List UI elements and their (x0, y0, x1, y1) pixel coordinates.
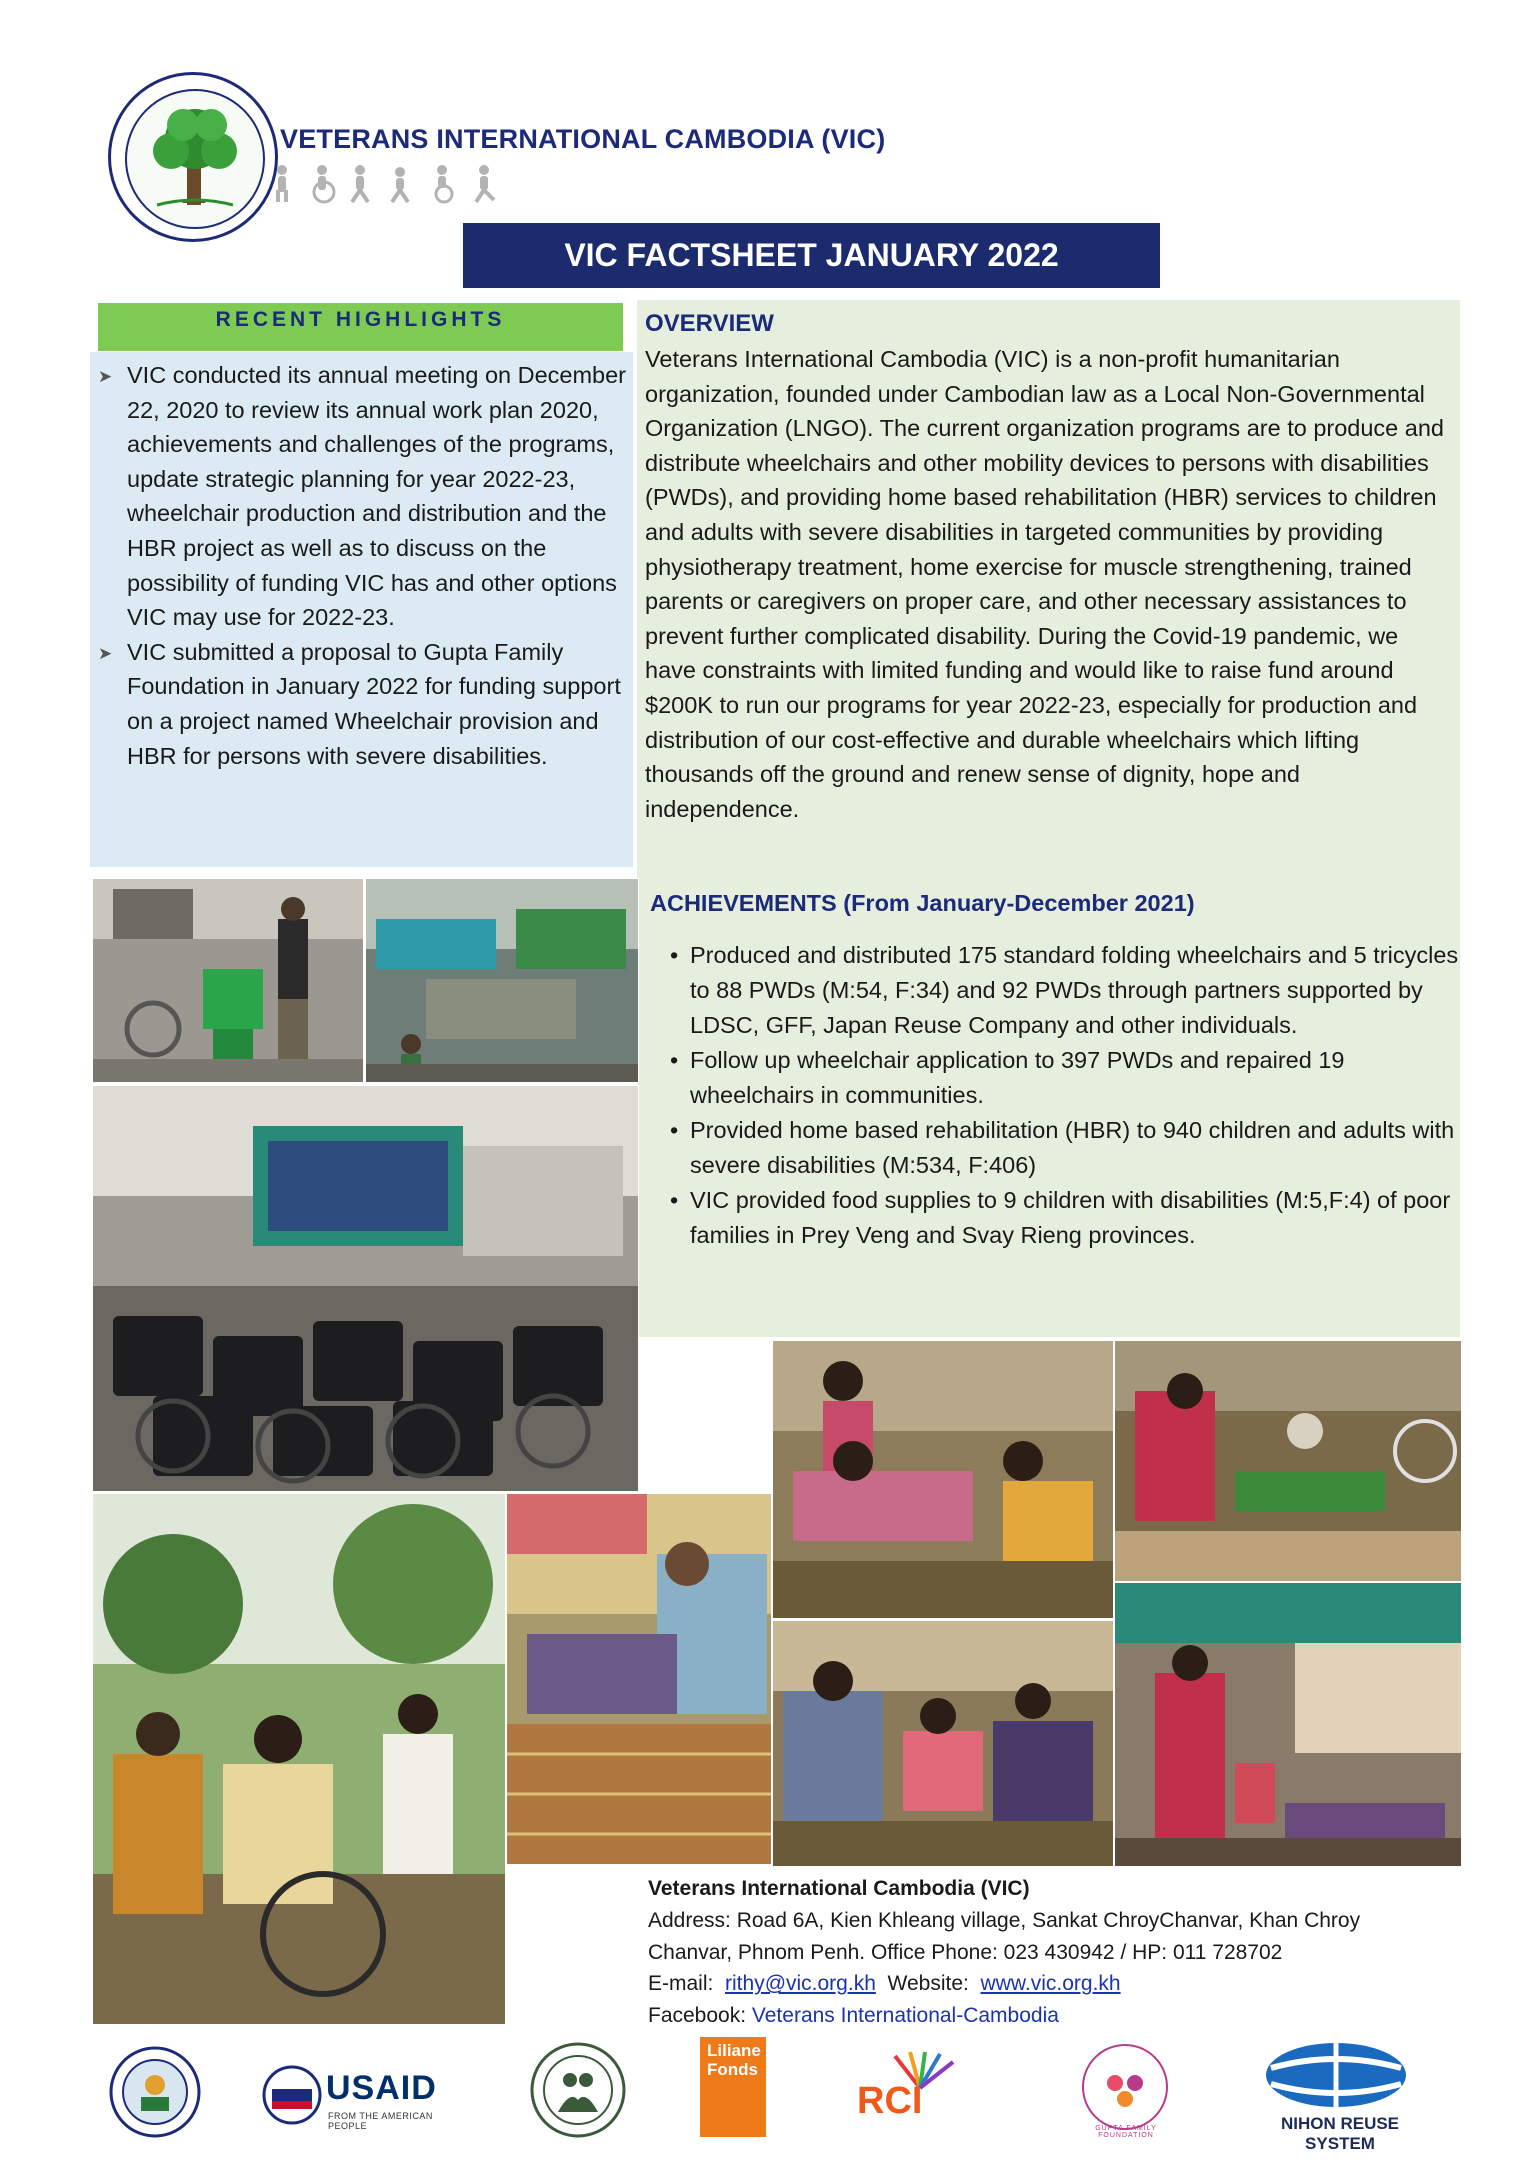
achievements-heading: ACHIEVEMENTS (From January-December 2021) (650, 890, 1195, 916)
facebook-label: Facebook: (648, 2004, 747, 2028)
wheelchairs-photo (92, 1085, 639, 1492)
list-item: • Provided home based rehabilitation (HBR) to 940 children and adults with severe disabilities (M:534, F:406) (670, 1113, 1460, 1183)
gupta-wordmark: GUPTA FAMILY FOUNDATION (1095, 2125, 1157, 2139)
website-label: Website: (887, 1972, 969, 1996)
nihon-reuse-globe-icon (1261, 2040, 1411, 2110)
website-link[interactable]: www.vic.org.kh (980, 1972, 1121, 1996)
family-visit-photo (772, 1340, 1114, 1619)
child-wheelchair-photo (92, 1493, 506, 2025)
highlights-list (90, 358, 632, 773)
contact-block (648, 1873, 1448, 2032)
list-item: • VIC provided food supplies to 9 children with disabilities (M:5,F:4) of poor families in Prey Veng and Svay Rieng provinces. (670, 1183, 1460, 1253)
list-item: • Produced and distributed 175 standard folding wheelchairs and 5 tricycles to 88 PWDs (M:54, F:34) and 92 PWDs through partners supported by LDSC, GFF, Japan Reuse Company and other individuals. (670, 938, 1460, 1043)
usaid-tagline: FROM THE AMERICAN PEOPLE (328, 2111, 433, 2131)
contact-facebook-row (648, 2000, 1448, 2032)
overview-heading: OVERVIEW (645, 310, 774, 337)
list-item: • Follow up wheelchair application to 397 PWDs and repaired 19 wheelchairs in communities. (670, 1043, 1460, 1113)
gupta-foundation-logo (1075, 2037, 1175, 2137)
email-link[interactable]: rithy@vic.org.kh (725, 1972, 876, 1996)
usaid-wordmark: USAID (326, 2069, 437, 2107)
nihon-wordmark: NIHON REUSE SYSTEM (1280, 2114, 1400, 2153)
achievements-list (670, 938, 1460, 1253)
org-name: VETERANS INTERNATIONAL CAMBODIA (VIC) (280, 124, 886, 154)
contact-address-line1: Address: Road 6A, Kien Khleang village, Sankat ChroyChanvar, Khan Chroy (648, 1908, 1361, 1932)
highlights-box (90, 352, 633, 867)
usaid-logo (262, 2057, 462, 2137)
contact-email-row (648, 1968, 1448, 2000)
tree-icon (127, 91, 263, 227)
saints-charities-logo (528, 2040, 628, 2140)
email-label: E-mail: (648, 1972, 714, 1996)
therapy-photo (1114, 1340, 1462, 1582)
arrow-bullet-icon: ➤ (98, 367, 113, 386)
workshop-photo (365, 878, 639, 1083)
liliane-fonds-logo (700, 2037, 766, 2137)
contact-address-line2: Chanvar, Phnom Penh. Office Phone: 023 430942 / HP: 011 728702 (648, 1940, 1283, 1964)
people-figures-icon (272, 162, 502, 204)
home-therapy-photo (1114, 1582, 1462, 1867)
overview-text: Veterans International Cambodia (VIC) is a non-profit humanitarian organization, founded under Cambodian law as a Local Non-Governmental Organization (LNGO). The current organization programs are to produce and distribute wheelchairs and other mobility devices to persons with disabilities (PWDs), and providing home based rehabilitation (HBR) services to children and adults with severe disabilities in targeted communities by providing physiotherapy treatment, home exercise for muscle strengthening, trained parents or caregivers on proper care, and other necessary assistances to prevent further complicated disability. During the Covid-19 pandemic, we have constraints with limited funding and would like to raise fund around $200K to run our programs for year 2022-23, especially for production and distribution of our cost-effective and durable wheelchairs which lifting thousands off the ground and renew sense of dignity, hope and independence. (645, 346, 1444, 822)
rci-logo (855, 2050, 965, 2130)
list-item: ➤ VIC conducted its annual meeting on December 22, 2020 to review its annual work plan 2020, achievements and challenges of the programs, update strategic planning for year 2022-23, wheelchair production and distribution and the HBR project as well as to discuss on the possibility of funding VIC has and other options VIC may use for 2022-23. (98, 362, 627, 631)
usaid-seal-icon (262, 2065, 322, 2125)
list-item: ➤ VIC submitted a proposal to Gupta Family Foundation in January 2022 for funding support on a project named Wheelchair provision and HBR for persons with severe disabilities. (98, 638, 621, 769)
highlights-heading: RECENT HIGHLIGHTS (98, 303, 623, 351)
workshop-photo (92, 878, 364, 1083)
vic-logo (108, 72, 278, 242)
liliane-wordmark: Liliane Fonds (707, 2041, 761, 2079)
nihon-reuse-logo (1255, 2040, 1425, 2153)
rci-wordmark: RCI (857, 2080, 923, 2122)
arrow-bullet-icon: ➤ (98, 643, 113, 663)
contact-name: Veterans International Cambodia (VIC) (648, 1877, 1030, 1900)
feeding-photo (772, 1620, 1114, 1867)
cambodia-ministry-logo (108, 2045, 203, 2140)
hbr-visit-photo (506, 1493, 772, 1865)
factsheet-banner: VIC FACTSHEET JANUARY 2022 (463, 223, 1160, 288)
facebook-link[interactable]: Veterans International-Cambodia (751, 2004, 1059, 2028)
